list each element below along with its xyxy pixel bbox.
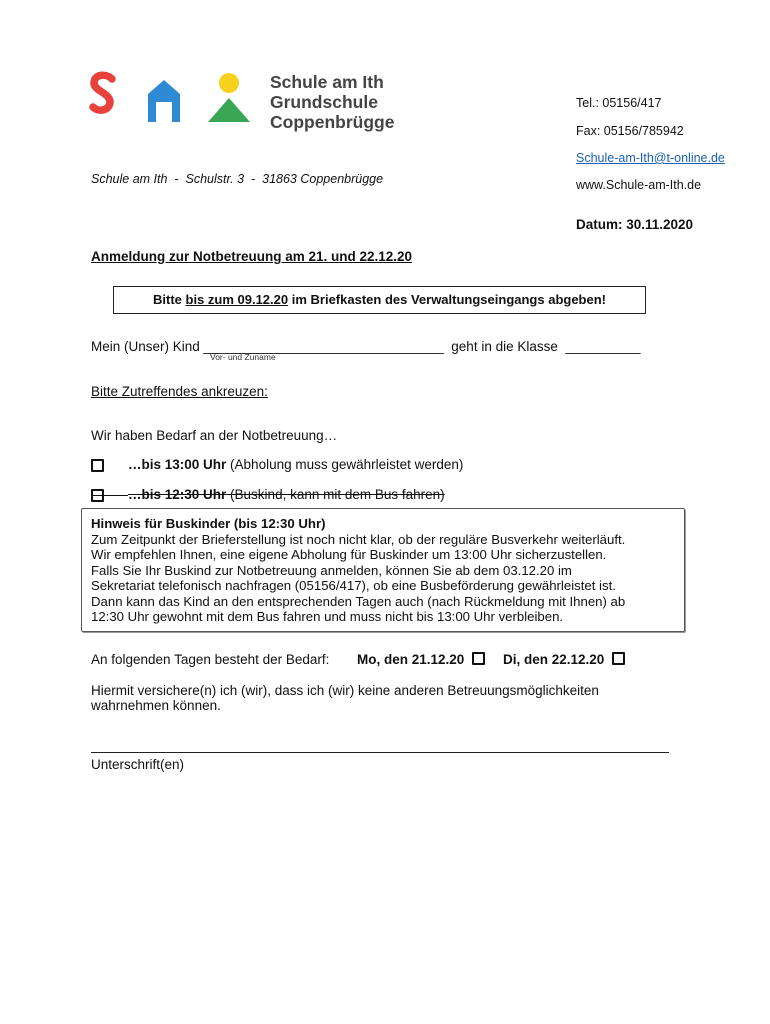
- option1-detail: (Abholung muss gewährleistet werden): [226, 457, 464, 472]
- day2-option[interactable]: [503, 652, 625, 667]
- note-line: Falls Sie Ihr Buskind zur Notbetreuung anmelden, können Sie ab dem 03.12.20 im: [91, 562, 572, 578]
- checkbox-icon[interactable]: [472, 652, 485, 665]
- instruction-text: Bitte Zutreffendes ankreuzen:: [91, 384, 268, 399]
- checkbox-icon[interactable]: [91, 459, 104, 472]
- day1-label: Mo, den 21.12.20: [357, 652, 465, 667]
- deadline-prefix: Bitte: [153, 292, 186, 307]
- fax-number: Fax: 05156/785942: [576, 124, 684, 138]
- need-intro: Wir haben Bedarf an der Notbetreuung…: [91, 428, 338, 443]
- deadline-notice: [113, 286, 646, 314]
- signature-field[interactable]: [91, 752, 669, 753]
- website-text: www.Schule-am-Ith.de: [576, 178, 702, 192]
- note-heading: Hinweis für Buskinder (bis 12:30 Uhr): [91, 516, 326, 531]
- phone-number: Tel.: 05156/417: [576, 96, 662, 110]
- day1-option[interactable]: [357, 652, 485, 667]
- note-line: 12:30 Uhr gewohnt mit dem Bus fahren und muss nicht bis 13:00 Uhr verbleiben.: [91, 609, 564, 624]
- deadline-suffix: im Briefkasten des Verwaltungseingangs abgeben!: [288, 292, 606, 307]
- days-label: An folgenden Tagen besteht der Bedarf:: [91, 652, 330, 667]
- school-name-line1: Schule am Ith: [270, 72, 384, 92]
- logo-triangle-shape: [208, 98, 250, 122]
- child-name-hint: Vor- und Zuname: [210, 352, 276, 362]
- logo-graphic: [88, 70, 254, 126]
- strike-line: [91, 495, 128, 496]
- bus-children-note: [81, 508, 685, 632]
- logo-s-shape: [93, 75, 112, 110]
- option1-time: …bis 13:00 Uhr: [128, 457, 227, 472]
- form-title: Anmeldung zur Notbetreuung am 21. und 22.12.20: [91, 249, 413, 264]
- school-name-line3: Coppenbrügge: [270, 112, 395, 132]
- option2-time: …bis 12:30 Uhr: [128, 487, 227, 502]
- school-name: [270, 72, 394, 132]
- logo-house-shape: [148, 80, 180, 122]
- document-date: Datum: 30.11.2020: [576, 217, 694, 232]
- assurance-line2: wahrnehmen können.: [91, 698, 221, 713]
- sender-address: Schule am Ith - Schulstr. 3 - 31863 Coppenbrügge: [91, 172, 384, 186]
- school-logo: [88, 70, 254, 126]
- email-link[interactable]: Schule-am-Ith@t-online.de: [576, 151, 725, 165]
- checkbox-icon[interactable]: [612, 652, 625, 665]
- assurance-line1: Hiermit versichere(n) ich (wir), dass ich (wir) keine anderen Betreuungsmöglichkeiten: [91, 683, 599, 698]
- note-line: Sekretariat telefonisch nachfragen (05156/417), ob eine Busbeförderung gewährleistet ist.: [91, 578, 616, 593]
- logo-sun-shape: [219, 73, 239, 93]
- deadline-date: bis zum 09.12.20: [185, 292, 289, 307]
- day2-label: Di, den 22.12.20: [503, 652, 605, 667]
- note-line: Dann kann das Kind an den entsprechenden Tagen auch (nach Rückmeldung mit Ihnen) ab: [91, 593, 626, 609]
- child-name-class-field[interactable]: Mein (Unser) Kind ________________________________ geht in die Klasse __________: [91, 339, 641, 354]
- option2-detail: (Buskind, kann mit dem Bus fahren): [226, 487, 445, 502]
- note-line: Zum Zeitpunkt der Brieferstellung ist noch nicht klar, ob der reguläre Busverkehr weiterläuft.: [91, 531, 626, 547]
- school-name-line2: Grundschule: [270, 92, 378, 112]
- note-line: Wir empfehlen Ihnen, eine eigene Abholung für Buskinder um 13:00 Uhr sicherzustellen.: [91, 547, 607, 562]
- signature-label: Unterschrift(en): [91, 757, 185, 772]
